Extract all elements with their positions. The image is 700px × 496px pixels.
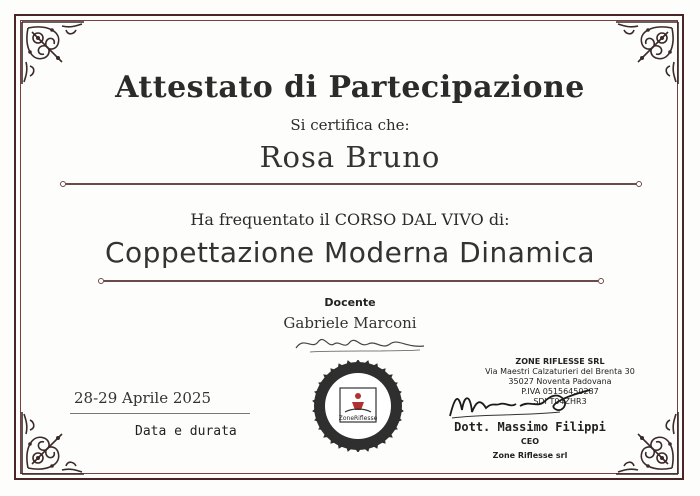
certificate-title: Attestato di Partecipazione xyxy=(115,70,585,105)
company-name: ZONE RIFLESSE SRL xyxy=(515,357,605,366)
attended-text: Ha frequentato il CORSO DAL VIVO di: xyxy=(190,210,510,229)
ceo-role: CEO xyxy=(520,437,540,446)
participant-name: Rosa Bruno xyxy=(259,140,441,174)
ceo-signature xyxy=(440,382,600,422)
company-seal xyxy=(312,360,404,452)
date-label: Data e durata xyxy=(135,424,237,439)
teacher-label: Docente xyxy=(324,296,376,309)
corner-ornament-icon xyxy=(18,408,88,478)
divider-line xyxy=(66,183,636,185)
company-address-1: Via Maestri Calzaturieri del Brenta 30 xyxy=(485,367,635,376)
seal-text: ZoneRiflesse xyxy=(338,415,378,422)
course-name: Coppettazione Moderna Dinamica xyxy=(104,236,595,269)
company-sdi: SDI T04ZHR3 xyxy=(533,397,587,406)
teacher-signature xyxy=(290,328,430,356)
teacher-name: Gabriele Marconi xyxy=(283,314,417,332)
divider-line xyxy=(104,280,598,282)
course-date: 28-29 Aprile 2025 xyxy=(74,389,212,407)
ceo-company: Zone Riflesse srl xyxy=(492,451,568,460)
company-address-2: 35027 Noventa Padovana xyxy=(508,377,612,386)
date-underline xyxy=(70,413,250,414)
certify-text: Si certifica che: xyxy=(290,116,410,134)
ceo-name: Dott. Massimo Filippi xyxy=(454,420,606,434)
company-vat: P.IVA 05156450287 xyxy=(521,387,599,396)
